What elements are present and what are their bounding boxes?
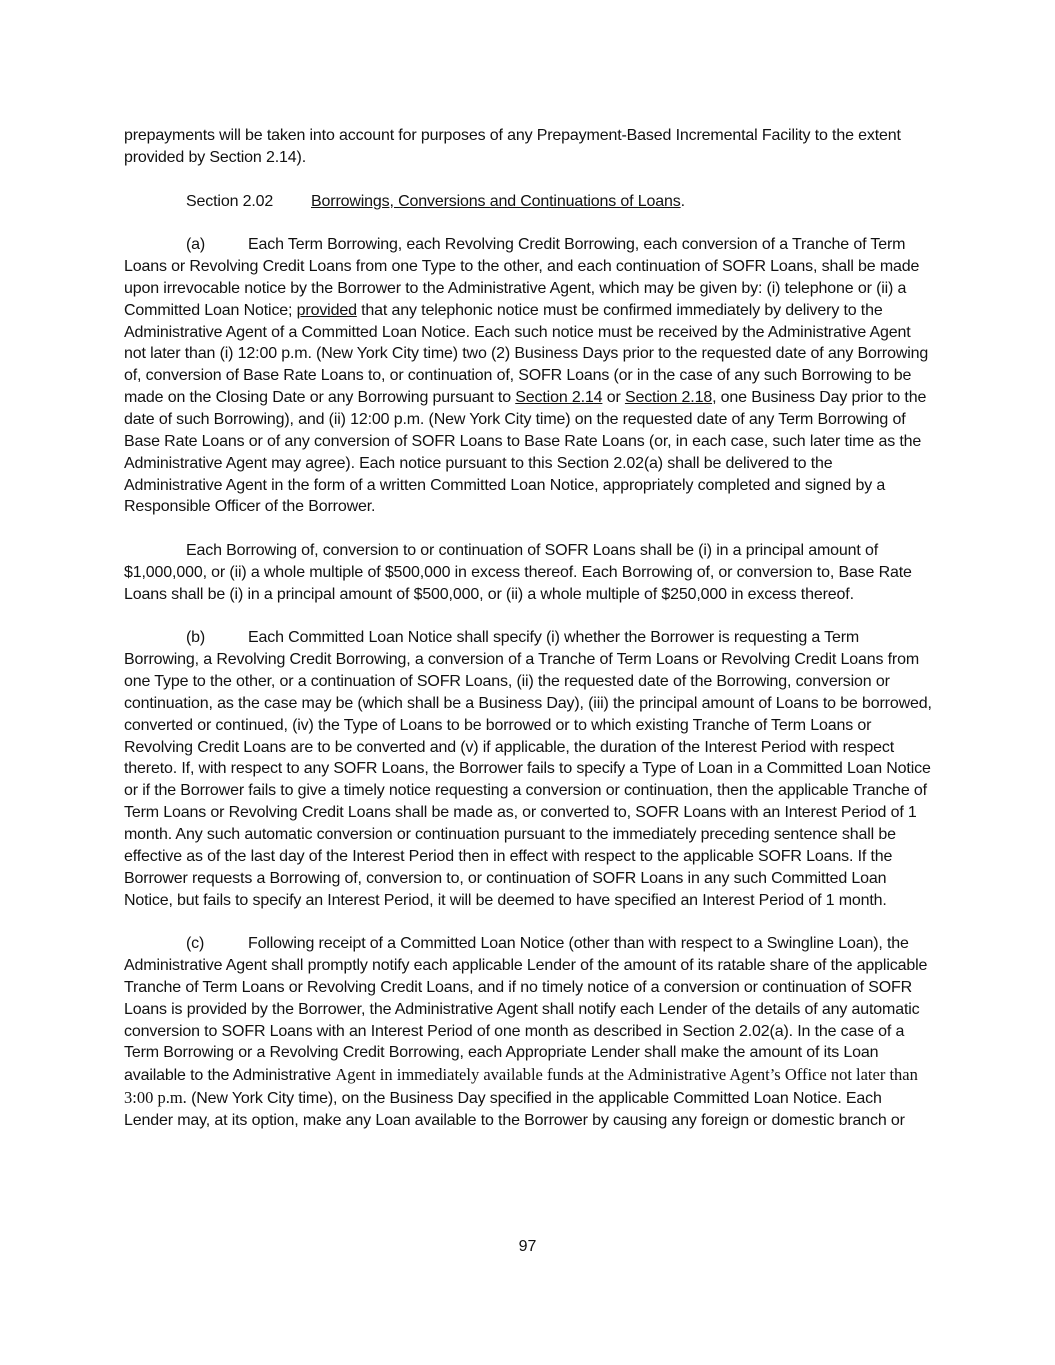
section-heading bbox=[124, 191, 934, 213]
paragraph-a-text-2: that any telephonic notice must be confirmed immediately by delivery to the Administrative Agent of a Committed Loan Notice. Each such notice must be received by the Administrative Agent not later than (i) 12:00 p.m. (New York City time) two (2) Business Days prior to the requested date of any Borrowing of, conversion of Base Rate Loans to, or continuation of, SOFR Loans (or in the case of any such Borrowing to be made on the Closing Date or any Borrowing pursuant to bbox=[124, 301, 929, 407]
paragraph-a bbox=[124, 234, 934, 518]
paragraph-c-text-2: (New York City time), on the Business Day specified in the applicable Committed Loan Notice. Each Lender may, at its option, make any Loan available to the Borrower by causing any foreign or domestic branch or bbox=[124, 1090, 905, 1129]
section-reference-2-18: Section 2.18 bbox=[624, 389, 713, 407]
paragraph-amounts bbox=[124, 540, 934, 606]
paragraph-c-serif-text: Agent in immediately available funds at the Administrative Agent’s Office not later than 3:00 p.m. bbox=[124, 1065, 918, 1108]
paragraph-a-text-1: Each Term Borrowing, each Revolving Credit Borrowing, each conversion of a Tranche of Term Loans or Revolving Credit Loans from one Type to the other, and each continuation of SOFR Loans, shall be made upon irrevocable notice by the Borrower to the Administrative Agent, which may be given by: (i) telephone or (ii) a Committed Loan Notice; bbox=[124, 236, 920, 319]
intro-text: prepayments will be taken into account for purposes of any Prepayment-Based Incremental Facility to the extent provided by Section 2.14). bbox=[124, 127, 901, 166]
paragraph-label-a: (a) bbox=[186, 236, 206, 254]
paragraph-c-text-1: Following receipt of a Committed Loan Notice (other than with respect to a Swingline Loan), the Administrative Agent shall promptly notify each applicable Lender of the amount of its ratable share of the applicable Tranche of Term Loans or Revolving Credit Loans, and if no timely notice of a conversion or continuation of SOFR Loans is provided by the Borrower, the Administrative Agent shall notify each Lender of the details of any automatic conversion to SOFR Loans with an Interest Period of one month as described in Section 2.02(a). In the case of a Term Borrowing or a Revolving Credit Borrowing, each Appropriate Lender shall make the amount of its Loan available to the Administrative bbox=[124, 935, 928, 1085]
section-title-end: . bbox=[680, 192, 685, 210]
section-reference-2-14: Section 2.14 bbox=[515, 389, 603, 407]
provided-term: provided bbox=[296, 301, 357, 319]
section-title: Borrowings, Conversions and Continuations of Loans bbox=[311, 192, 681, 210]
paragraph-label-c: (c) bbox=[186, 935, 205, 953]
paragraph-a-text-3: or bbox=[602, 389, 625, 407]
paragraph-amounts-text: Each Borrowing of, conversion to or continuation of SOFR Loans shall be (i) in a principal amount of $1,000,000, or (ii) a whole multiple of $500,000 in excess thereof. Each Borrowing of, or conversion to, Base Rate Loans shall be (i) in a principal amount of $500,000, or (ii) a whole multiple of $250,000 in excess thereof. bbox=[124, 542, 912, 603]
page-number: 97 bbox=[518, 1238, 537, 1255]
paragraph-a-text-4: , one Business Day prior to the date of such Borrowing), and (ii) 12:00 p.m. (New York City time) on the requested date of any Term Borrowing of Base Rate Loans or of any conversion of SOFR Loans to Base Rate Loans (or, in each case, such later time as the Administrative Agent may agree). Each notice pursuant to this Section 2.02(a) shall be delivered to the Administrative Agent in the form of a written Committed Loan Notice, appropriately completed and signed by a Responsible Officer of the Borrower. bbox=[124, 389, 927, 516]
document-page bbox=[124, 125, 934, 1154]
paragraph-b-text: Each Committed Loan Notice shall specify (i) whether the Borrower is requesting a Term Borrowing, a Revolving Credit Borrowing, a conversion of a Tranche of Term Loans or Revolving Credit Loans from one Type to the other, or a continuation of SOFR Loans, (ii) the requested date of the Borrowing, conversion or continuation, as the case may be (which shall be a Business Day), (iii) the principal amount of Loans to be borrowed, converted or continued, (iv) the Type of Loans to be borrowed or to which existing Tranche of Term Loans or Revolving Credit Loans are to be converted and (v) if applicable, the duration of the Interest Period with respect thereto. If, with respect to any SOFR Loans, the Borrower fails to specify a Type of Loan in a Committed Loan Notice or if the Borrower fails to give a timely notice requesting a conversion or continuation, then the applicable Tranche of Term Loans or Revolving Credit Loans shall be made as, or converted to, SOFR Loans with an Interest Period of 1 month. Any such automatic conversion or continuation pursuant to the immediately preceding sentence shall be effective as of the last day of the Interest Period then in effect with respect to the applicable SOFR Loans. If the Borrower requests a Borrowing of, conversion to, or continuation of SOFR Loans in any such Committed Loan Notice, but fails to specify an Interest Period, it will be deemed to have specified an Interest Period of 1 month. bbox=[124, 629, 932, 909]
paragraph-label-b: (b) bbox=[186, 629, 206, 647]
paragraph-c bbox=[124, 933, 934, 1132]
section-number: Section 2.02 bbox=[186, 192, 274, 210]
paragraph-b bbox=[124, 627, 934, 911]
intro-paragraph bbox=[124, 125, 934, 169]
